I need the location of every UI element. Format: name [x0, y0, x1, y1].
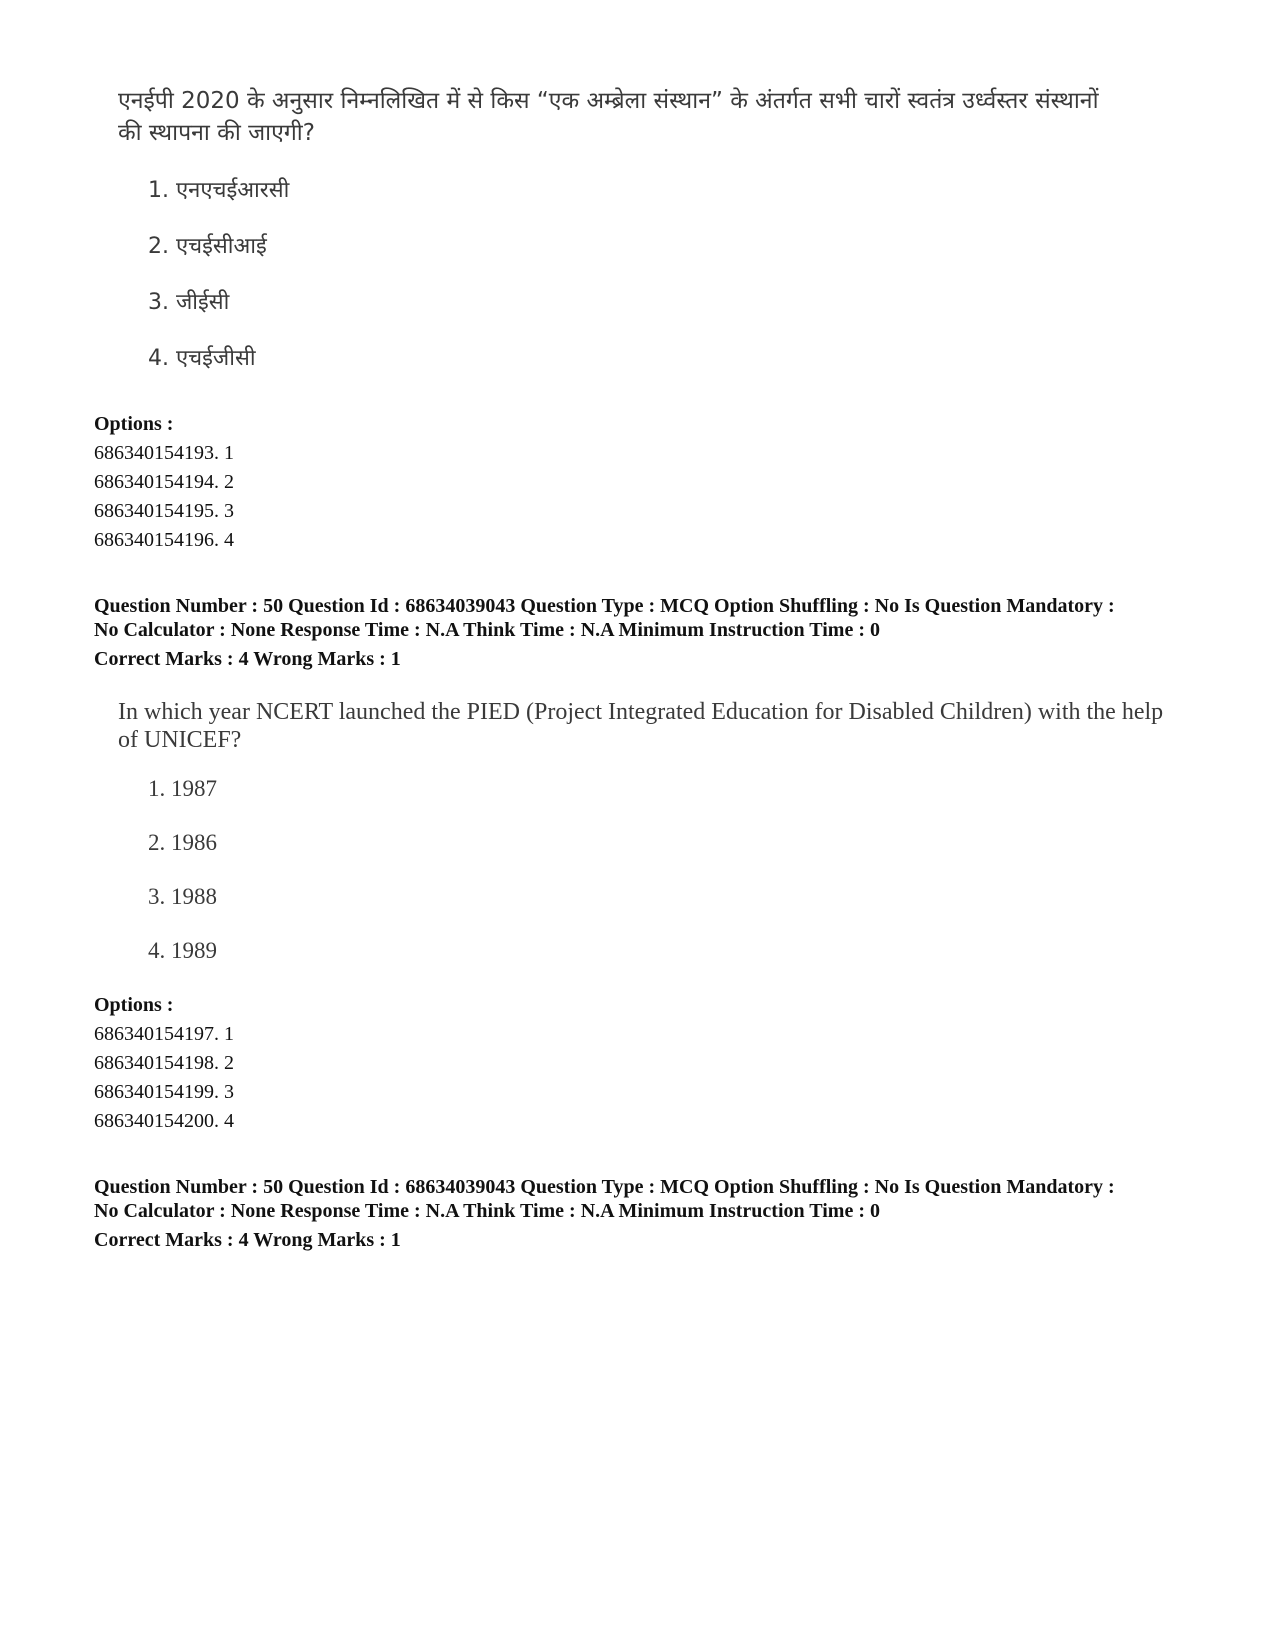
option-row: 686340154193. 1	[94, 442, 234, 464]
option-row: 686340154200. 4	[94, 1110, 234, 1132]
options-heading: Options :	[94, 413, 174, 435]
option-row: 686340154194. 2	[94, 471, 234, 493]
option-row: 686340154199. 3	[94, 1081, 234, 1103]
choice-item: 1. 1987	[148, 776, 217, 801]
option-row: 686340154198. 2	[94, 1052, 234, 1074]
question-meta-line1: Question Number : 50 Question Id : 68634039043 Question Type : MCQ Option Shuffling : No Is Question Mandatory :	[94, 595, 1115, 617]
question-meta-line1: Question Number : 50 Question Id : 68634039043 Question Type : MCQ Option Shuffling : No Is Question Mandatory :	[94, 1176, 1115, 1198]
choice-item: 3. 1988	[148, 884, 217, 909]
option-row: 686340154197. 1	[94, 1023, 234, 1045]
marks-line: Correct Marks : 4 Wrong Marks : 1	[94, 648, 401, 670]
question-text-line1: In which year NCERT launched the PIED (Project Integrated Education for Disabled Children) with the help	[118, 699, 1164, 725]
choice-item: 1. एनएचईआरसी	[148, 178, 290, 203]
question-meta-line2: No Calculator : None Response Time : N.A Think Time : N.A Minimum Instruction Time : 0	[94, 1200, 880, 1222]
choice-item: 4. एचईजीसी	[148, 346, 256, 371]
question-text-line2: of UNICEF?	[118, 727, 242, 753]
options-heading: Options :	[94, 994, 174, 1016]
question-text-line2: की स्थापना की जाएगी?	[118, 120, 315, 146]
option-row: 686340154195. 3	[94, 500, 234, 522]
choice-item: 2. 1986	[148, 830, 217, 855]
choice-item: 3. जीईसी	[148, 290, 230, 315]
option-row: 686340154196. 4	[94, 529, 234, 551]
question-meta-line2: No Calculator : None Response Time : N.A Think Time : N.A Minimum Instruction Time : 0	[94, 619, 880, 641]
marks-line: Correct Marks : 4 Wrong Marks : 1	[94, 1229, 401, 1251]
choice-item: 4. 1989	[148, 938, 217, 963]
question-text-line1: एनईपी 2020 के अनुसार निम्नलिखित में से किस “एक अम्ब्रेला संस्थान” के अंतर्गत सभी चारों स्वतंत्र उर्ध्वस्तर संस्थानों	[118, 88, 1099, 114]
choice-item: 2. एचईसीआई	[148, 234, 267, 259]
